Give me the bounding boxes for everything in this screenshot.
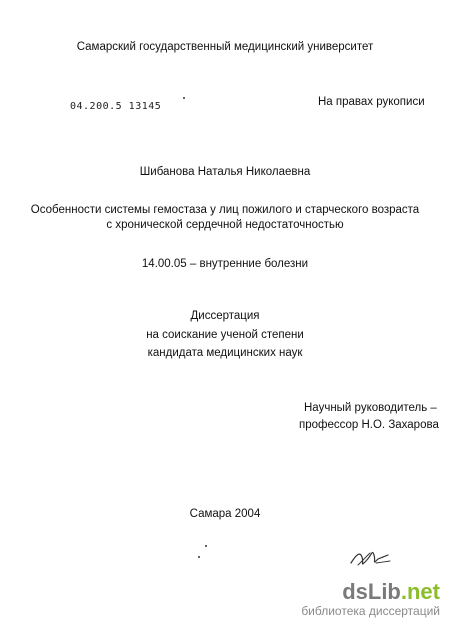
scan-speck	[205, 545, 207, 547]
watermark-brand-main: dsLib	[342, 579, 401, 604]
watermark-brand	[301, 580, 440, 604]
library-stamp-code: 04.200.5 13145	[70, 101, 162, 112]
supervisor-label: Научный руководитель –	[304, 402, 437, 414]
scan-speck	[183, 97, 185, 99]
watermark-subtitle: библиотека диссертаций	[301, 604, 440, 618]
dslib-watermark	[301, 580, 440, 618]
scan-speck	[198, 556, 200, 558]
handwritten-signature-icon	[348, 545, 394, 571]
supervisor-name: профессор Н.О. Захарова	[299, 419, 439, 431]
rights-notice: На правах рукописи	[318, 96, 425, 108]
degree-line-1: Диссертация	[190, 310, 260, 322]
university-name: Самарский государственный медицинский университет	[76, 41, 374, 53]
degree-line-3: кандидата медицинских наук	[147, 347, 303, 359]
author-name: Шибанова Наталья Николаевна	[139, 166, 311, 178]
place-and-year: Самара 2004	[189, 508, 261, 520]
specialty-code: 14.00.05 – внутренние болезни	[141, 258, 309, 270]
thesis-title-line-1: Особенности системы гемостаза у лиц пожилого и старческого возраста	[30, 204, 420, 216]
thesis-title-line-2: с хронической сердечной недостаточностью	[106, 219, 344, 231]
degree-line-2: на соискание ученой степени	[146, 329, 304, 341]
watermark-brand-tld: .net	[400, 579, 440, 604]
